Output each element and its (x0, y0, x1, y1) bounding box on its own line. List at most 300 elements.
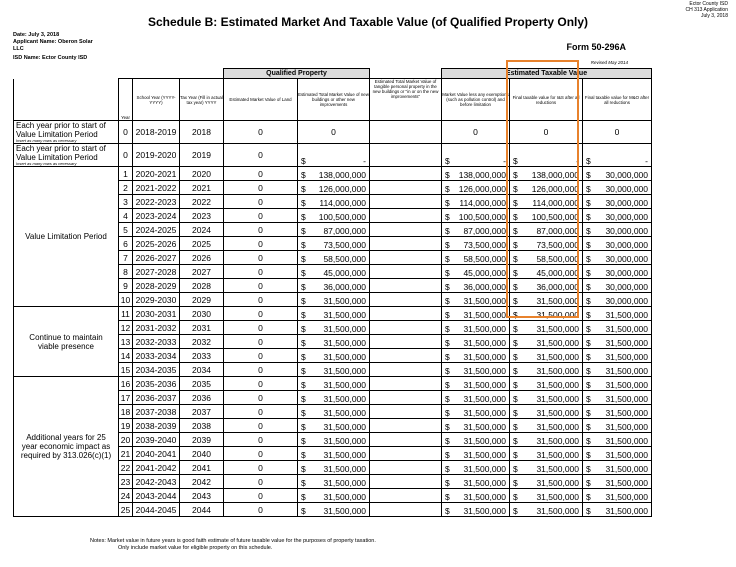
improvements-cell (298, 279, 370, 293)
tangible-cell (370, 503, 442, 517)
final-is-cell (510, 349, 583, 363)
currency-symbol: $ (301, 464, 306, 474)
currency-symbol: $ (301, 394, 306, 404)
period-label: Continue to maintain viable presence (14, 307, 119, 377)
year-cell: 13 (119, 335, 133, 349)
tax-year-cell: 2033 (180, 349, 224, 363)
currency-symbol: $ (513, 366, 518, 376)
currency-symbol: $ (445, 478, 450, 488)
tangible-cell (370, 363, 442, 377)
amount: 31,500,000 (605, 366, 648, 376)
currency-symbol: $ (586, 492, 591, 502)
improvements-cell (298, 335, 370, 349)
final-mo-cell (583, 167, 652, 181)
currency-symbol: $ (513, 226, 518, 236)
currency-symbol: $ (586, 506, 591, 516)
school-year-cell: 2019-2020 (133, 144, 180, 167)
improvements-cell (298, 209, 370, 223)
amount: 126,000,000 (318, 184, 366, 194)
market-less-cell (442, 279, 510, 293)
land-cell: 0 (224, 195, 298, 209)
amount: 30,000,000 (605, 198, 648, 208)
land-cell: 0 (224, 335, 298, 349)
final-is-cell (510, 391, 583, 405)
amount: 100,500,000 (458, 212, 506, 222)
land-cell: 0 (224, 223, 298, 237)
currency-symbol: $ (586, 268, 591, 278)
school-year-cell: 2027-2028 (133, 265, 180, 279)
amount: 31,500,000 (323, 436, 366, 446)
amount: - (645, 156, 648, 166)
amount: 31,500,000 (323, 492, 366, 502)
amount: 31,500,000 (323, 408, 366, 418)
group-qualified-property: Qualified Property (224, 69, 370, 79)
currency-symbol: $ (445, 506, 450, 516)
final-mo-cell (583, 363, 652, 377)
amount: 31,500,000 (605, 492, 648, 502)
land-cell: 0 (224, 349, 298, 363)
row-label-text: Each year prior to start of Value Limitation Period (16, 121, 106, 139)
tangible-cell (370, 405, 442, 419)
final-mo-cell (583, 419, 652, 433)
tax-year-cell: 2026 (180, 251, 224, 265)
amount: 31,500,000 (605, 380, 648, 390)
amount: 30,000,000 (605, 268, 648, 278)
currency-symbol: $ (445, 436, 450, 446)
land-cell: 0 (224, 503, 298, 517)
amount: 126,000,000 (458, 184, 506, 194)
currency-symbol: $ (301, 156, 306, 166)
final-mo-cell (583, 433, 652, 447)
currency-symbol: $ (513, 506, 518, 516)
currency-symbol: $ (586, 478, 591, 488)
col-year: Year (119, 79, 133, 121)
final-mo-cell (583, 293, 652, 307)
amount: 58,500,000 (323, 254, 366, 264)
final-mo-cell (583, 503, 652, 517)
currency-symbol: $ (301, 408, 306, 418)
currency-symbol: $ (301, 324, 306, 334)
improvements-cell (298, 237, 370, 251)
currency-symbol: $ (445, 324, 450, 334)
year-cell: 10 (119, 293, 133, 307)
currency-symbol: $ (513, 380, 518, 390)
year-cell: 19 (119, 419, 133, 433)
currency-symbol: $ (586, 380, 591, 390)
amount: 31,500,000 (323, 506, 366, 516)
tax-year-cell: 2036 (180, 391, 224, 405)
school-year-cell: 2018-2019 (133, 121, 180, 144)
row-label (14, 144, 119, 167)
form-number: Form 50-296A (566, 42, 626, 52)
market-less-cell (442, 167, 510, 181)
amount: 31,500,000 (536, 408, 579, 418)
amount: 31,500,000 (463, 492, 506, 502)
final-is-cell (510, 433, 583, 447)
currency-symbol: $ (445, 170, 450, 180)
school-year-cell: 2040-2041 (133, 447, 180, 461)
school-year-cell: 2044-2045 (133, 503, 180, 517)
tangible-cell (370, 335, 442, 349)
amount: 31,500,000 (323, 380, 366, 390)
final-mo-cell (583, 489, 652, 503)
amount: 138,000,000 (531, 170, 579, 180)
currency-symbol: $ (301, 268, 306, 278)
improvements-cell (298, 433, 370, 447)
amount: 31,500,000 (463, 422, 506, 432)
improvements-cell (298, 447, 370, 461)
applicant-label-cont: LLC (13, 46, 24, 52)
currency-symbol: $ (513, 422, 518, 432)
currency-symbol: $ (445, 352, 450, 362)
currency-symbol: $ (513, 436, 518, 446)
amount: 31,500,000 (323, 450, 366, 460)
currency-symbol: $ (445, 464, 450, 474)
land-cell: 0 (224, 489, 298, 503)
year-cell: 25 (119, 503, 133, 517)
currency-symbol: $ (301, 436, 306, 446)
land-cell: 0 (224, 167, 298, 181)
tax-year-cell: 2030 (180, 307, 224, 321)
amount: 31,500,000 (536, 394, 579, 404)
col-market-less: Market Value less any exemptions (such as pollution control) and before limitation (442, 79, 510, 121)
amount: 45,000,000 (323, 268, 366, 278)
final-is-cell (510, 377, 583, 391)
currency-symbol: $ (301, 212, 306, 222)
currency-symbol: $ (513, 450, 518, 460)
final-mo-cell (583, 265, 652, 279)
currency-symbol: $ (445, 310, 450, 320)
currency-symbol: $ (586, 170, 591, 180)
currency-symbol: $ (586, 464, 591, 474)
amount: 36,000,000 (536, 282, 579, 292)
currency-symbol: $ (586, 212, 591, 222)
row-label-text: Each year prior to start of Value Limitation Period (16, 144, 106, 162)
currency-symbol: $ (586, 310, 591, 320)
currency-symbol: $ (445, 296, 450, 306)
market-less-cell (442, 405, 510, 419)
currency-symbol: $ (445, 394, 450, 404)
tangible-cell (370, 391, 442, 405)
amount: 58,500,000 (463, 254, 506, 264)
amount: 138,000,000 (458, 170, 506, 180)
final-mo-cell (583, 475, 652, 489)
final-is-cell (510, 489, 583, 503)
tangible-cell (370, 223, 442, 237)
tangible-cell (370, 377, 442, 391)
currency-symbol: $ (445, 338, 450, 348)
improvements-cell (298, 489, 370, 503)
currency-symbol: $ (586, 408, 591, 418)
currency-symbol: $ (586, 254, 591, 264)
land-cell: 0 (224, 461, 298, 475)
amount: 31,500,000 (605, 408, 648, 418)
amount: 30,000,000 (605, 170, 648, 180)
currency-symbol: $ (513, 184, 518, 194)
amount: 31,500,000 (536, 478, 579, 488)
land-cell: 0 (224, 321, 298, 335)
land-cell: 0 (224, 377, 298, 391)
amount: 31,500,000 (463, 464, 506, 474)
period-label: Additional years for 25 year economic impact as required by 313.026(c)(1) (14, 377, 119, 517)
amount: 31,500,000 (323, 478, 366, 488)
tax-year-cell: 2041 (180, 461, 224, 475)
final-mo-cell (583, 181, 652, 195)
col-land: Estimated Market Value of Land (224, 79, 298, 121)
corner-line-3: July 3, 2018 (701, 13, 728, 19)
land-cell: 0 (224, 265, 298, 279)
amount: 31,500,000 (536, 380, 579, 390)
final-is-cell (510, 503, 583, 517)
final-mo-cell (583, 391, 652, 405)
tax-year-cell: 2020 (180, 167, 224, 181)
year-cell: 2 (119, 181, 133, 195)
currency-symbol: $ (445, 408, 450, 418)
tax-year-cell: 2018 (180, 121, 224, 144)
currency-symbol: $ (301, 282, 306, 292)
improvements-cell: 0 (298, 121, 370, 144)
currency-symbol: $ (513, 170, 518, 180)
currency-symbol: $ (301, 184, 306, 194)
amount: 31,500,000 (605, 310, 648, 320)
amount: 31,500,000 (463, 352, 506, 362)
school-year-cell: 2026-2027 (133, 251, 180, 265)
amount: 31,500,000 (323, 464, 366, 474)
tangible-cell (370, 167, 442, 181)
amount: 31,500,000 (463, 324, 506, 334)
amount: 73,500,000 (536, 240, 579, 250)
land-cell: 0 (224, 433, 298, 447)
currency-symbol: $ (513, 296, 518, 306)
page-title: Schedule B: Estimated Market And Taxable Value (of Qualified Property Only) (147, 15, 589, 29)
market-less-cell (442, 489, 510, 503)
year-cell: 12 (119, 321, 133, 335)
currency-symbol: $ (586, 184, 591, 194)
market-less-cell (442, 209, 510, 223)
tax-year-cell: 2044 (180, 503, 224, 517)
currency-symbol: $ (445, 450, 450, 460)
currency-symbol: $ (445, 380, 450, 390)
final-is-cell (510, 475, 583, 489)
row-label (14, 121, 119, 144)
market-less-cell (442, 433, 510, 447)
corner-line-1: Ector County ISD (689, 1, 728, 7)
improvements-cell (298, 307, 370, 321)
tangible-cell (370, 349, 442, 363)
market-less-cell (442, 144, 510, 167)
market-less-cell (442, 237, 510, 251)
amount: 36,000,000 (463, 282, 506, 292)
tangible-cell (370, 209, 442, 223)
amount: 31,500,000 (323, 296, 366, 306)
tax-year-cell: 2040 (180, 447, 224, 461)
tangible-cell (370, 195, 442, 209)
school-year-cell: 2038-2039 (133, 419, 180, 433)
notes (90, 538, 376, 552)
amount: 114,000,000 (532, 198, 579, 208)
improvements-cell (298, 391, 370, 405)
amount: 31,500,000 (463, 506, 506, 516)
amount: 30,000,000 (605, 212, 648, 222)
school-year-cell: 2028-2029 (133, 279, 180, 293)
tangible-cell (370, 293, 442, 307)
amount: 30,000,000 (605, 282, 648, 292)
market-less-cell (442, 503, 510, 517)
school-year-cell: 2041-2042 (133, 461, 180, 475)
notes-line-2: Only include market value for eligible property on this schedule. (118, 545, 273, 551)
land-cell: 0 (224, 405, 298, 419)
amount: 31,500,000 (605, 464, 648, 474)
tax-year-cell: 2043 (180, 489, 224, 503)
tangible-cell (370, 265, 442, 279)
currency-symbol: $ (513, 394, 518, 404)
amount: 126,000,000 (531, 184, 579, 194)
currency-symbol: $ (513, 324, 518, 334)
tax-year-cell: 2027 (180, 265, 224, 279)
market-less-cell (442, 391, 510, 405)
tax-year-cell: 2035 (180, 377, 224, 391)
date-label: Date: July 3, 2018 (13, 32, 60, 38)
amount: 31,500,000 (463, 394, 506, 404)
tangible-cell (370, 321, 442, 335)
amount: 31,500,000 (463, 366, 506, 376)
improvements-cell (298, 144, 370, 167)
currency-symbol: $ (301, 506, 306, 516)
applicant-label: Applicant Name: Oberon Solar (13, 39, 93, 45)
improvements-cell (298, 223, 370, 237)
currency-symbol: $ (301, 310, 306, 320)
amount: 100,500,000 (531, 212, 579, 222)
final-mo-cell (583, 251, 652, 265)
amount: 31,500,000 (536, 492, 579, 502)
currency-symbol: $ (513, 492, 518, 502)
land-cell: 0 (224, 475, 298, 489)
amount: 31,500,000 (536, 450, 579, 460)
final-is-cell: 0 (510, 121, 583, 144)
amount: 31,500,000 (323, 422, 366, 432)
group-taxable-value: Estimated Taxable Value (442, 69, 652, 79)
amount: 58,500,000 (536, 254, 579, 264)
tangible-cell (370, 121, 442, 144)
year-cell: 7 (119, 251, 133, 265)
final-mo-cell (583, 237, 652, 251)
market-less-cell: 0 (442, 121, 510, 144)
currency-symbol: $ (445, 240, 450, 250)
amount: 31,500,000 (536, 422, 579, 432)
currency-symbol: $ (445, 268, 450, 278)
currency-symbol: $ (445, 198, 450, 208)
currency-symbol: $ (301, 380, 306, 390)
amount: 30,000,000 (605, 296, 648, 306)
market-less-cell (442, 475, 510, 489)
final-mo-cell (583, 447, 652, 461)
final-is-cell (510, 335, 583, 349)
currency-symbol: $ (301, 366, 306, 376)
land-cell: 0 (224, 293, 298, 307)
school-year-cell: 2030-2031 (133, 307, 180, 321)
amount: 45,000,000 (536, 268, 579, 278)
currency-symbol: $ (445, 492, 450, 502)
school-year-cell: 2021-2022 (133, 181, 180, 195)
year-cell: 17 (119, 391, 133, 405)
tangible-cell (370, 279, 442, 293)
school-year-cell: 2036-2037 (133, 391, 180, 405)
final-mo-cell (583, 144, 652, 167)
amount: 31,500,000 (536, 296, 579, 306)
year-cell: 18 (119, 405, 133, 419)
tangible-cell (370, 181, 442, 195)
currency-symbol: $ (586, 352, 591, 362)
final-is-cell (510, 405, 583, 419)
amount: 31,500,000 (605, 436, 648, 446)
tax-year-cell: 2025 (180, 237, 224, 251)
tax-year-cell: 2024 (180, 223, 224, 237)
revised-date: Revised May 2014 (590, 60, 628, 65)
final-mo-cell (583, 377, 652, 391)
amount: 31,500,000 (605, 450, 648, 460)
currency-symbol: $ (445, 366, 450, 376)
final-mo-cell (583, 223, 652, 237)
currency-symbol: $ (513, 408, 518, 418)
currency-symbol: $ (586, 156, 591, 166)
tax-year-cell: 2023 (180, 209, 224, 223)
amount: 31,500,000 (536, 464, 579, 474)
amount: 138,000,000 (318, 170, 366, 180)
amount: 30,000,000 (605, 254, 648, 264)
land-cell: 0 (224, 363, 298, 377)
final-is-cell (510, 447, 583, 461)
amount: 73,500,000 (323, 240, 366, 250)
col-improvements: Estimated Total Market Value of new buildings or other new improvements (298, 79, 370, 121)
currency-symbol: $ (445, 282, 450, 292)
final-is-cell (510, 363, 583, 377)
currency-symbol: $ (301, 198, 306, 208)
land-cell: 0 (224, 144, 298, 167)
currency-symbol: $ (513, 254, 518, 264)
row-label-note: Insert as many rows as necessary (16, 138, 77, 143)
final-mo-cell (583, 335, 652, 349)
currency-symbol: $ (586, 338, 591, 348)
corner-line-2: CH 313 Application (685, 7, 728, 13)
land-cell: 0 (224, 209, 298, 223)
year-cell: 8 (119, 265, 133, 279)
land-cell: 0 (224, 447, 298, 461)
year-cell: 1 (119, 167, 133, 181)
currency-symbol: $ (301, 492, 306, 502)
amount: 31,500,000 (536, 324, 579, 334)
currency-symbol: $ (586, 450, 591, 460)
market-less-cell (442, 223, 510, 237)
amount: 30,000,000 (605, 240, 648, 250)
row-label-note: Insert as many rows as necessary (16, 161, 77, 166)
final-mo-cell: 0 (583, 121, 652, 144)
amount: 30,000,000 (605, 226, 648, 236)
school-year-cell: 2020-2021 (133, 167, 180, 181)
final-mo-cell (583, 321, 652, 335)
tax-year-cell: 2032 (180, 335, 224, 349)
amount: 31,500,000 (605, 352, 648, 362)
currency-symbol: $ (586, 226, 591, 236)
tax-year-cell: 2034 (180, 363, 224, 377)
currency-symbol: $ (586, 324, 591, 334)
amount: 31,500,000 (536, 506, 579, 516)
currency-symbol: $ (301, 422, 306, 432)
improvements-cell (298, 503, 370, 517)
col-school-year: School Year (YYYY-YYYY) (133, 79, 180, 121)
amount: 87,000,000 (463, 226, 506, 236)
year-cell: 15 (119, 363, 133, 377)
amount: 31,500,000 (536, 310, 579, 320)
